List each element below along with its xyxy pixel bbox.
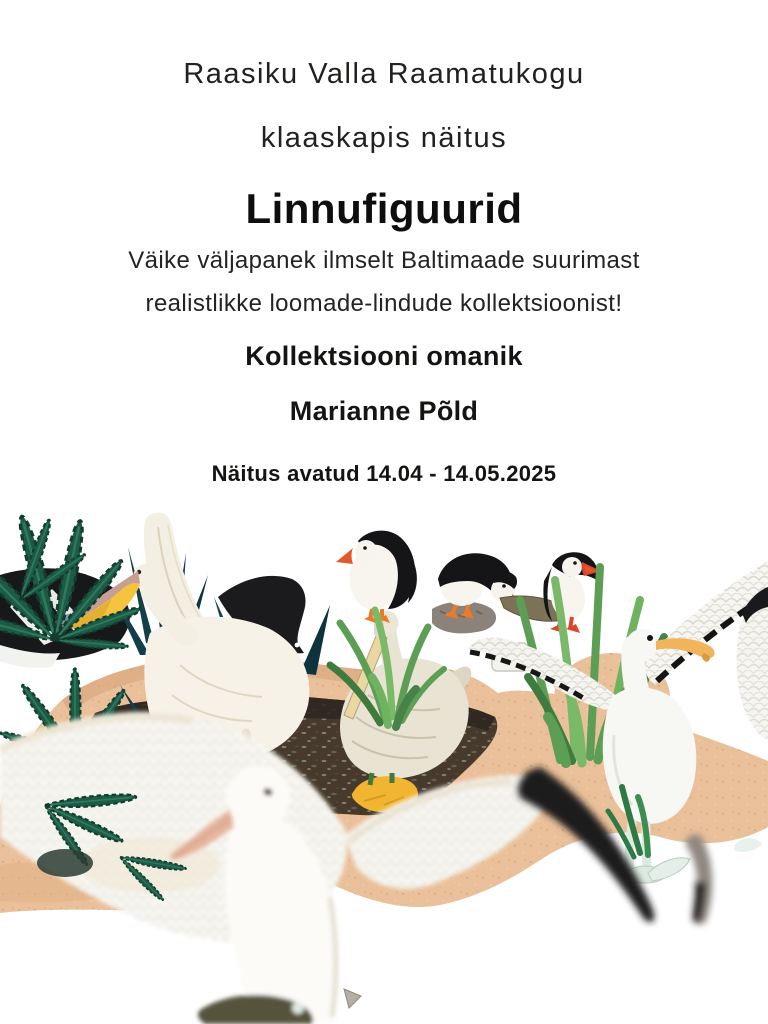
exhibit-photo: [0, 505, 768, 1024]
poster-title: Linnufiguurid: [245, 185, 523, 232]
subtitle-line-2: realistlikke loomade-lindude kollektsioonist!: [145, 290, 623, 317]
puffin-figurine-2: [432, 553, 568, 633]
library-name-line: Raasiku Valla Raamatukogu: [183, 58, 585, 90]
exhibit-location-line: klaaskapis näitus: [260, 122, 508, 154]
debris-shard: [344, 989, 361, 1008]
subtitle-line-1: Väike väljapanek ilmselt Baltimaade suurimast: [128, 247, 640, 274]
owner-label: Kollektsiooni omanik: [245, 341, 523, 371]
exhibition-dates: Näitus avatud 14.04 - 14.05.2025: [211, 461, 557, 486]
owner-name: Marianne Põld: [289, 396, 479, 426]
